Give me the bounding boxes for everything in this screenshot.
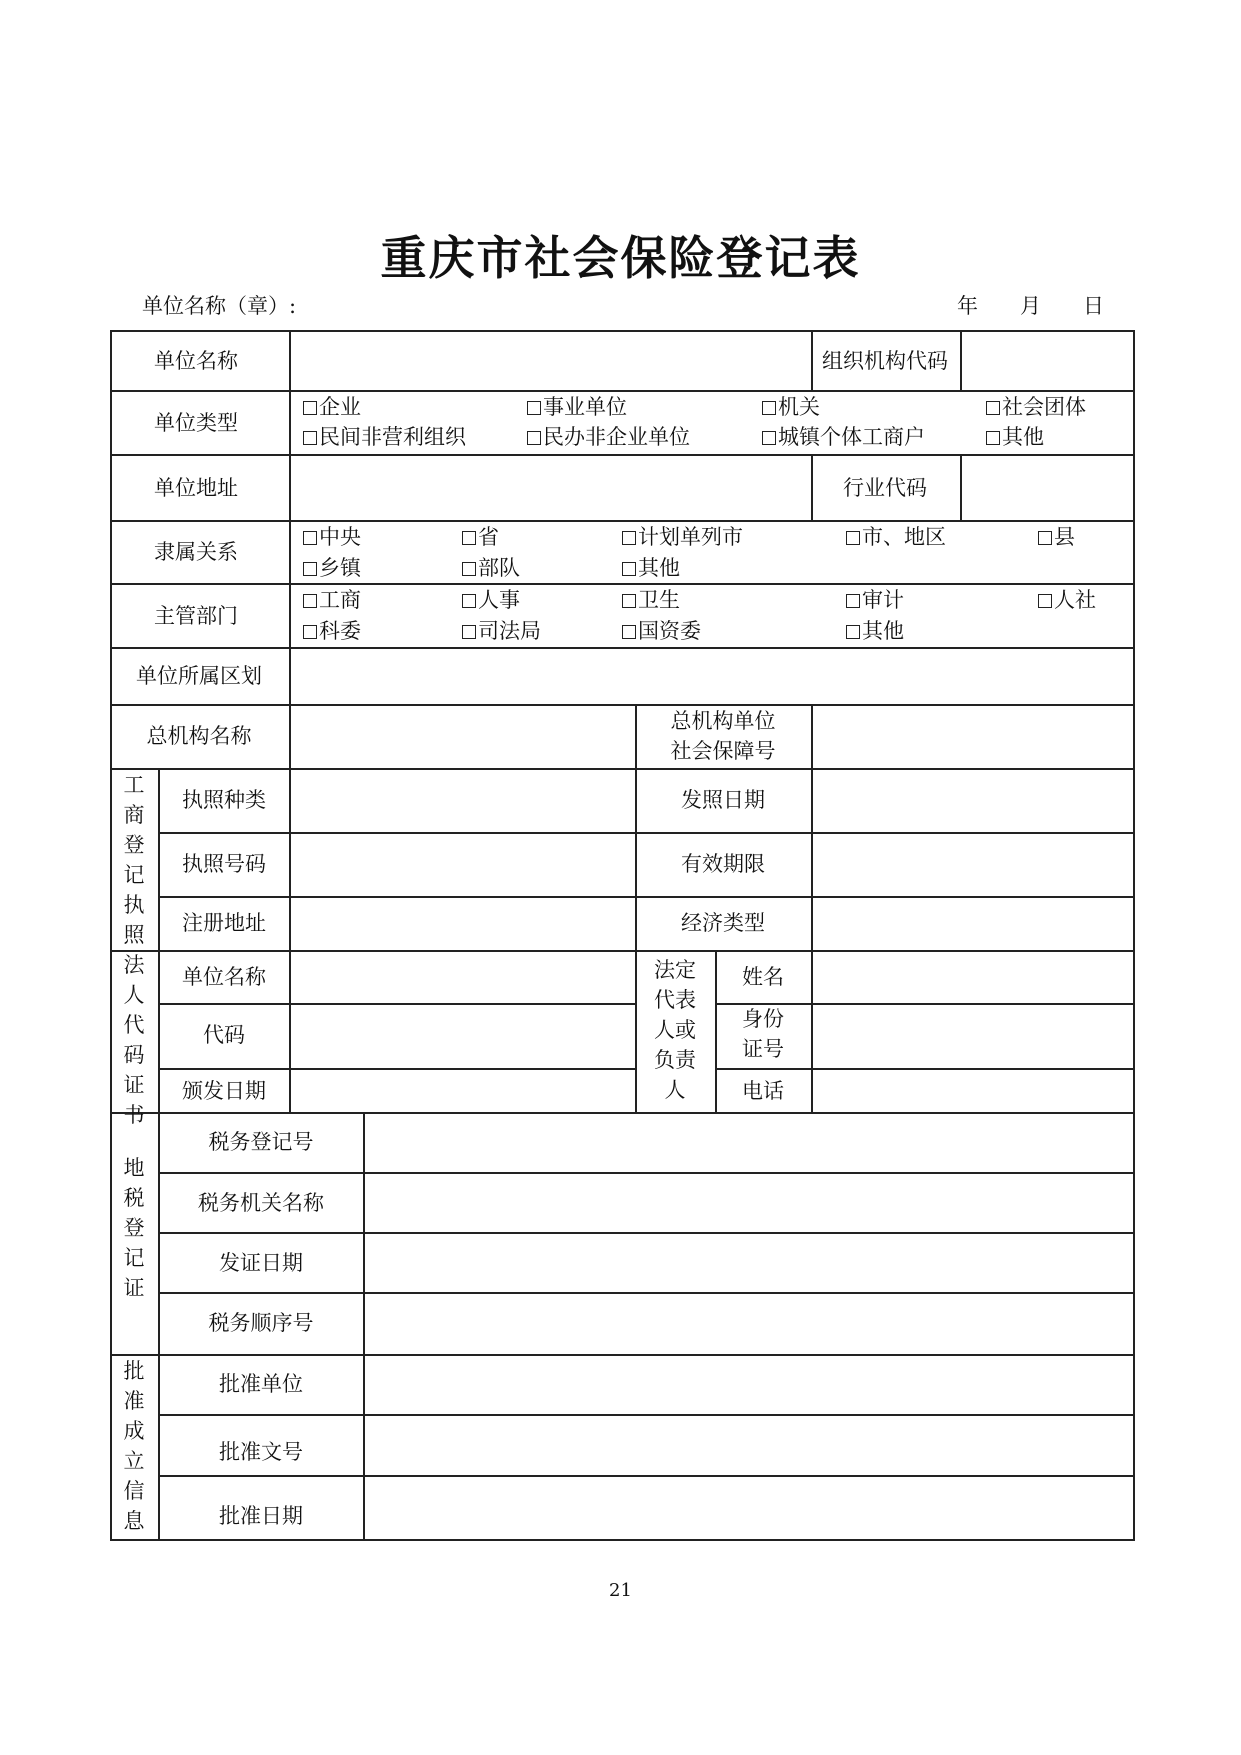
rep-phone-label: 电话	[742, 1079, 784, 1103]
unit-type-option-other[interactable]: 其他	[986, 422, 1044, 452]
checkbox-icon	[622, 562, 636, 576]
approval-group-label: 批 准 成 立 信 息	[123, 1359, 145, 1533]
checkbox-icon	[846, 594, 860, 608]
hq-ss-no-label-line2: 社会保障号	[670, 739, 776, 763]
legal-code-label: 代码	[203, 1023, 245, 1047]
checkbox-icon	[462, 562, 476, 576]
authority-option-other[interactable]: 其他	[846, 616, 904, 646]
affiliation-option-county[interactable]: 县	[1038, 522, 1075, 552]
org-code-label: 组织机构代码	[822, 349, 948, 373]
authority-option-science[interactable]: 科委	[303, 616, 361, 646]
authority-option-sasac[interactable]: 国资委	[622, 616, 701, 646]
unit-type-option-nonprofit[interactable]: 民间非营利组织	[303, 422, 466, 452]
approval-doc-no-label: 批准文号	[219, 1440, 303, 1464]
authority-option-health[interactable]: 卫生	[622, 585, 680, 615]
checkbox-icon	[1038, 594, 1052, 608]
unit-type-option-enterprise[interactable]: 企业	[303, 392, 361, 422]
checkbox-icon	[762, 431, 776, 445]
checkbox-icon	[1038, 531, 1052, 545]
econ-type-label: 经济类型	[681, 911, 765, 935]
license-issue-date-label: 发照日期	[681, 788, 765, 812]
affiliation-option-township[interactable]: 乡镇	[303, 553, 361, 583]
affiliation-option-city-region[interactable]: 市、地区	[846, 522, 946, 552]
checkbox-icon	[462, 594, 476, 608]
industry-code-label: 行业代码	[843, 476, 927, 500]
license-no-label: 执照号码	[182, 852, 266, 876]
tax-office-label: 税务机关名称	[198, 1191, 324, 1215]
affiliation-option-other[interactable]: 其他	[622, 553, 680, 583]
unit-type-option-private-nonenterprise[interactable]: 民办非企业单位	[527, 422, 690, 452]
affiliation-option-province[interactable]: 省	[462, 522, 499, 552]
hq-ss-no-label-line1: 总机构单位	[670, 709, 776, 733]
tax-seq-no-label: 税务顺序号	[208, 1311, 314, 1335]
authority-option-commerce[interactable]: 工商	[303, 585, 361, 615]
rep-name-label: 姓名	[742, 965, 784, 989]
unit-type-label: 单位类型	[154, 411, 238, 435]
approval-unit-label: 批准单位	[219, 1372, 303, 1396]
affiliation-option-military[interactable]: 部队	[462, 553, 520, 583]
unit-address-label: 单位地址	[154, 476, 238, 500]
authority-label: 主管部门	[154, 604, 238, 628]
unit-name-seal-label: 单位名称（章）:	[142, 294, 297, 318]
rep-id-label-line1: 身份	[742, 1007, 784, 1031]
tax-issue-date-label: 发证日期	[219, 1251, 303, 1275]
page-number: 21	[609, 1580, 632, 1601]
checkbox-icon	[622, 625, 636, 639]
day-label: 日	[1083, 294, 1104, 318]
tax-cert-group-label: 地 税 登 记 证	[123, 1156, 145, 1300]
checkbox-icon	[762, 401, 776, 415]
unit-type-option-social-group[interactable]: 社会团体	[986, 392, 1086, 422]
license-validity-label: 有效期限	[681, 852, 765, 876]
unit-type-option-government[interactable]: 机关	[762, 392, 820, 422]
authority-option-audit[interactable]: 审计	[846, 585, 904, 615]
authority-option-justice[interactable]: 司法局	[462, 616, 541, 646]
form-title: 重庆市社会保险登记表	[380, 231, 861, 285]
checkbox-icon	[527, 401, 541, 415]
checkbox-icon	[303, 625, 317, 639]
checkbox-icon	[303, 401, 317, 415]
checkbox-icon	[462, 625, 476, 639]
tax-reg-no-label: 税务登记号	[208, 1130, 314, 1154]
month-label: 月	[1020, 294, 1041, 318]
affiliation-label: 隶属关系	[154, 540, 238, 564]
checkbox-icon	[303, 562, 317, 576]
legal-unit-name-label: 单位名称	[182, 965, 266, 989]
checkbox-icon	[303, 531, 317, 545]
authority-option-personnel[interactable]: 人事	[462, 585, 520, 615]
affiliation-option-planned-city[interactable]: 计划单列市	[622, 522, 743, 552]
checkbox-icon	[846, 531, 860, 545]
checkbox-icon	[986, 401, 1000, 415]
legal-issue-date-label: 颁发日期	[182, 1079, 266, 1103]
reg-address-label: 注册地址	[182, 911, 266, 935]
legal-cert-group-label: 法 人 代 码 证 书	[123, 953, 145, 1127]
rep-id-label-line2: 证号	[742, 1037, 784, 1061]
checkbox-icon	[527, 431, 541, 445]
checkbox-icon	[846, 625, 860, 639]
checkbox-icon	[303, 431, 317, 445]
authority-option-hr-social[interactable]: 人社	[1038, 585, 1096, 615]
hq-name-label: 总机构名称	[146, 724, 252, 748]
legal-rep-label: 法定 代表 人或 负责 人	[654, 958, 696, 1102]
affiliation-option-central[interactable]: 中央	[303, 522, 361, 552]
district-label: 单位所属区划	[136, 664, 262, 688]
year-label: 年	[957, 294, 978, 318]
checkbox-icon	[622, 594, 636, 608]
checkbox-icon	[986, 431, 1000, 445]
unit-name-label: 单位名称	[154, 349, 238, 373]
checkbox-icon	[622, 531, 636, 545]
license-type-label: 执照种类	[182, 788, 266, 812]
unit-type-option-institution[interactable]: 事业单位	[527, 392, 627, 422]
biz-license-group-label: 工 商 登 记 执 照	[123, 773, 145, 947]
unit-type-option-individual-business[interactable]: 城镇个体工商户	[762, 422, 925, 452]
checkbox-icon	[462, 531, 476, 545]
approval-date-label: 批准日期	[219, 1504, 303, 1528]
checkbox-icon	[303, 594, 317, 608]
